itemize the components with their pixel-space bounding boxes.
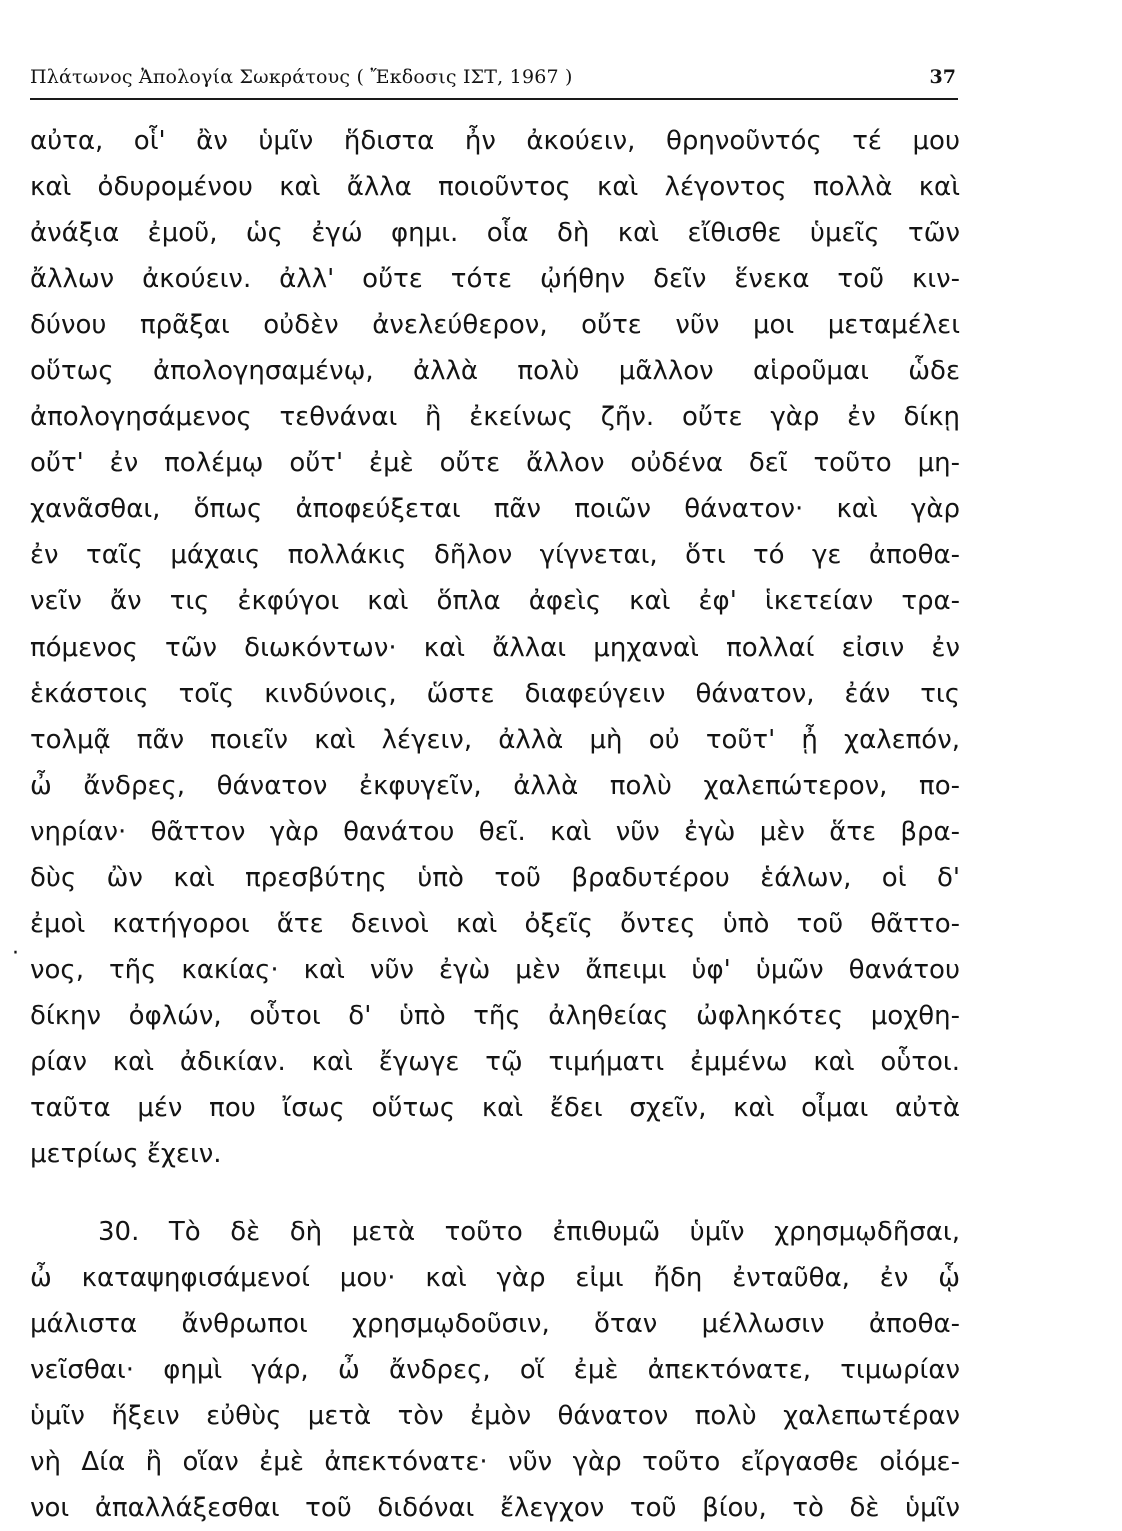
header-title: Πλάτωνος Ἀπολογία Σωκράτους ( Ἔκδοσις ΙΣΤ, 1967 ) bbox=[30, 66, 573, 88]
text-line: ταῦτα μέν που ἴσως οὕτως καὶ ἔδει σχεῖν, καὶ οἶμαι αὐτὰ bbox=[30, 1092, 960, 1123]
text-line: ὑμῖν ἥξειν εὐθὺς μετὰ τὸν ἐμὸν θάνατον πολὺ χαλεπωτέραν bbox=[30, 1401, 960, 1432]
page-number: 37 bbox=[929, 66, 956, 88]
text-line: οὔτ' ἐν πολέμῳ οὔτ' ἐμὲ οὔτε ἄλλον οὐδένα δεῖ τοῦτο μη- bbox=[30, 448, 960, 479]
running-header bbox=[30, 62, 958, 98]
margin-mark: · bbox=[12, 941, 19, 966]
text-line: ὦ ἄνδρες, θάνατον ἐκφυγεῖν, ἀλλὰ πολὺ χαλεπώτερον, πο- bbox=[30, 770, 960, 801]
text-line: νεῖσθαι· φημὶ γάρ, ὦ ἄνδρες, οἵ ἐμὲ ἀπεκτόνατε, τιμωρίαν bbox=[30, 1355, 960, 1386]
text-line: νεῖν ἄν τις ἐκφύγοι καὶ ὅπλα ἀφεὶς καὶ ἐφ' ἱκετείαν τρα- bbox=[30, 586, 960, 617]
text-line: πόμενος τῶν διωκόντων· καὶ ἄλλαι μηχαναὶ πολλαί εἰσιν ἐν bbox=[30, 632, 960, 663]
text-line: δύνου πρᾶξαι οὐδὲν ἀνελεύθερον, οὔτε νῦν μοι μεταμέλει bbox=[30, 310, 960, 341]
body-text bbox=[30, 118, 960, 1531]
text-line: οὕτως ἀπολογησαμένῳ, ἀλλὰ πολὺ μᾶλλον αἱροῦμαι ὧδε bbox=[30, 356, 960, 387]
text-line: μάλιστα ἄνθρωποι χρησμῳδοῦσιν, ὅταν μέλλωσιν ἀποθα- bbox=[30, 1309, 960, 1340]
text-line: αὐτα, οἷ' ἂν ὑμῖν ἥδιστα ἦν ἀκούειν, θρηνοῦντός τέ μου bbox=[30, 126, 960, 156]
text-line: δὺς ὢν καὶ πρεσβύτης ὑπὸ τοῦ βραδυτέρου ἑάλων, οἱ δ' bbox=[30, 862, 960, 893]
paragraph-1 bbox=[30, 118, 960, 1177]
text-line: νος, τῆς κακίας· καὶ νῦν ἐγὼ μὲν ἄπειμι ὑφ' ὑμῶν θανάτου bbox=[30, 954, 960, 985]
text-line: νὴ Δία ἢ οἵαν ἐμὲ ἀπεκτόνατε· νῦν γὰρ τοῦτο εἴργασθε οἰόμε- bbox=[30, 1447, 960, 1478]
text-line: 30. Τὸ δὲ δὴ μετὰ τοῦτο ἐπιθυμῶ ὑμῖν χρησμῳδῆσαι, bbox=[98, 1217, 960, 1248]
text-line: μετρίως ἔχειν. bbox=[30, 1139, 222, 1170]
header-rule bbox=[30, 98, 958, 100]
paragraph-2 bbox=[30, 1209, 960, 1531]
text-line: χανᾶσθαι, ὅπως ἀποφεύξεται πᾶν ποιῶν θάνατον· καὶ γὰρ bbox=[30, 494, 960, 525]
text-line: ἀπολογησάμενος τεθνάναι ἢ ἐκείνως ζῆν. οὔτε γὰρ ἐν δίκῃ bbox=[30, 402, 960, 433]
text-line: ἐμοὶ κατήγοροι ἅτε δεινοὶ καὶ ὀξεῖς ὄντες ὑπὸ τοῦ θᾶττο- bbox=[30, 908, 960, 939]
text-line: ἀνάξια ἐμοῦ, ὡς ἐγώ φημι. οἷα δὴ καὶ εἴθισθε ὑμεῖς τῶν bbox=[30, 218, 960, 249]
text-line: ρίαν καὶ ἀδικίαν. καὶ ἔγωγε τῷ τιμήματι ἐμμένω καὶ οὗτοι. bbox=[30, 1046, 960, 1077]
paragraph-gap bbox=[30, 1177, 960, 1209]
text-line: δίκην ὀφλών, οὗτοι δ' ὑπὸ τῆς ἀληθείας ὠφληκότες μοχθη- bbox=[30, 1000, 960, 1031]
text-line: καὶ ὀδυρομένου καὶ ἄλλα ποιοῦντος καὶ λέγοντος πολλὰ καὶ bbox=[30, 172, 960, 203]
text-line: ἑκάστοις τοῖς κινδύνοις, ὥστε διαφεύγειν θάνατον, ἐάν τις bbox=[30, 678, 960, 709]
text-line: ἐν ταῖς μάχαις πολλάκις δῆλον γίγνεται, ὅτι τό γε ἀποθα- bbox=[30, 540, 960, 571]
text-line: ἄλλων ἀκούειν. ἀλλ' οὔτε τότε ᾠήθην δεῖν ἕνεκα τοῦ κιν- bbox=[30, 264, 960, 295]
text-line: τολμᾷ πᾶν ποιεῖν καὶ λέγειν, ἀλλὰ μὴ οὐ τοῦτ' ᾖ χαλεπόν, bbox=[30, 724, 960, 755]
text-line: ὦ καταψηφισάμενοί μου· καὶ γὰρ εἰμι ἤδη ἐνταῦθα, ἐν ᾧ bbox=[30, 1263, 960, 1294]
text-line: νηρίαν· θᾶττον γὰρ θανάτου θεῖ. καὶ νῦν ἐγὼ μὲν ἅτε βρα- bbox=[30, 816, 960, 847]
text-line: νοι ἀπαλλάξεσθαι τοῦ διδόναι ἔλεγχον τοῦ βίου, τὸ δὲ ὑμῖν bbox=[30, 1493, 960, 1524]
